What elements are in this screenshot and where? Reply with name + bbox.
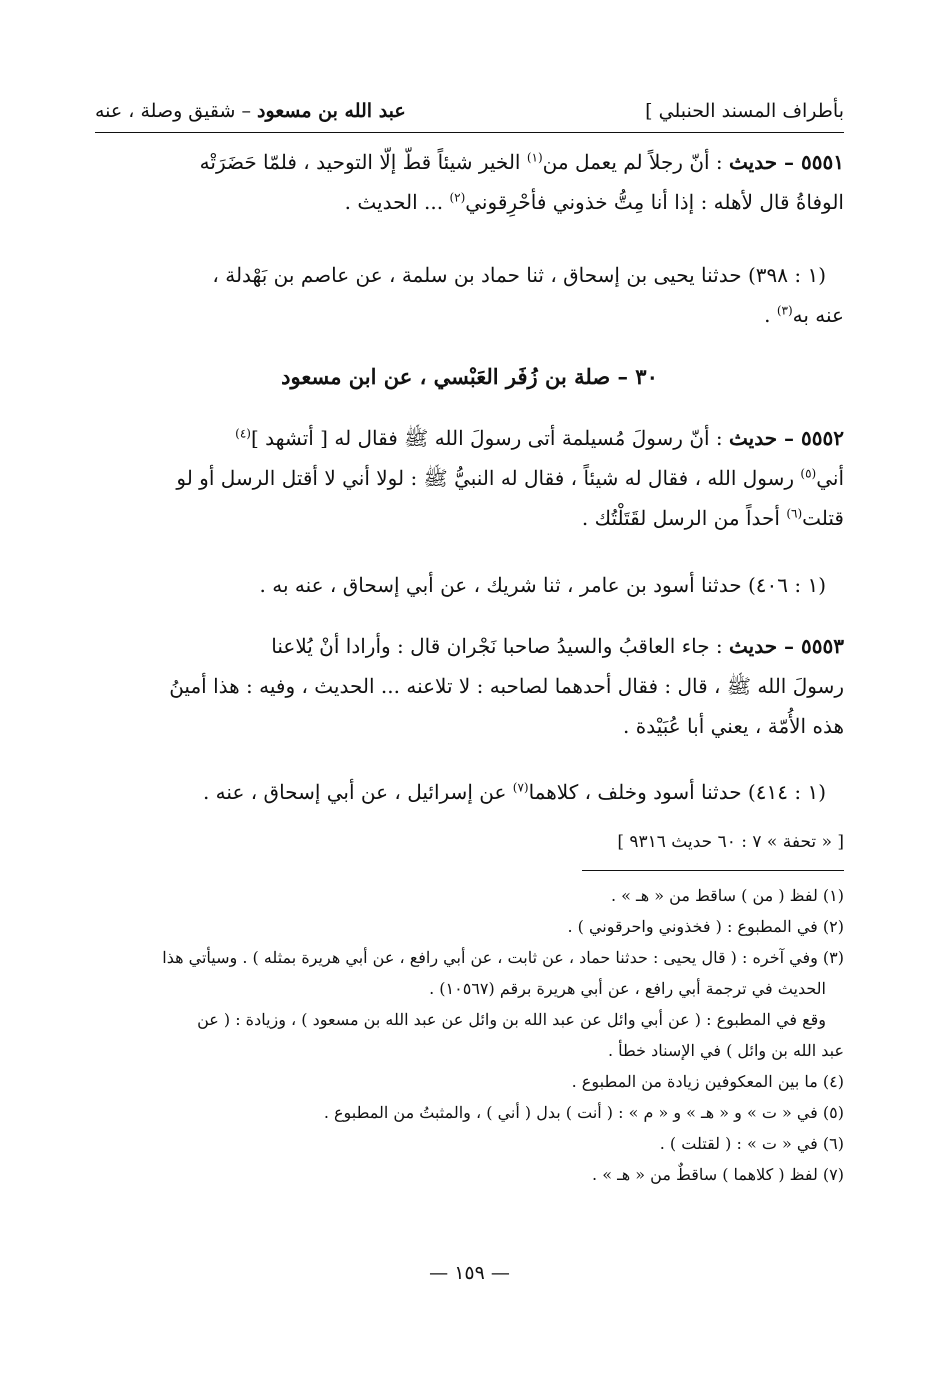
isnad-line: (١ : ٤٠٦) حدثنا أسود بن عامر ، ثنا شريك ، عن أبي إسحاق ، عنه به . xyxy=(259,573,826,597)
hadith-label: – حديث xyxy=(729,426,802,450)
footnote-4: (٤) ما بين المعكوفين زيادة من المطبوع . xyxy=(571,1072,844,1091)
hadith-text: : جاء العاقبُ والسيدُ صاحبا نَجْران قال : وأرادا أنْ يُلاعنا xyxy=(271,634,730,658)
footnote-7: (٧) لفظ ( كلاهما ) ساقطٌ من « هـ » . xyxy=(592,1165,844,1184)
isnad-5553 xyxy=(95,772,844,812)
page-number: — ١٥٩ — xyxy=(429,1262,510,1284)
hadith-number: ٥٥٥٢ xyxy=(801,426,844,450)
hadith-5553-line-3: هذه الأُمّة ، يعني أبا عُبَيْدة . xyxy=(623,714,844,738)
footnote-1: (١) لفظ ( من ) ساقط من « هـ » . xyxy=(611,886,844,905)
header-book-title: بأطراف المسند الحنبلي ] xyxy=(645,100,844,122)
hadith-5553 xyxy=(95,626,844,746)
footnote-5: (٥) في « ت » و « هـ » و « م » : ( أنت ) بدل ( أني ) ، والمثبتُ من المطبوع . xyxy=(323,1103,844,1122)
footnote-ref-6[interactable]: (٦) xyxy=(786,506,803,521)
hadith-text: : أنّ رسولَ مُسيلمة أتى رسولَ الله ﷺ فقال له [ أتشهد ] xyxy=(250,426,730,450)
hadith-5552-line-1 xyxy=(95,418,844,458)
hadith-label: – حديث xyxy=(729,634,802,658)
hadith-5552-line-3 xyxy=(95,498,844,538)
chapter-heading: ٣٠ – صلة بن زُفَر العَبْسي ، عن ابن مسعود xyxy=(281,364,658,389)
footnote-6: (٦) في « ت » : ( لقتلت ) . xyxy=(659,1134,844,1153)
hadith-text: رسول الله ، فقال له شيئاً ، فقال له النبيُّ ﷺ : لولا أني لا أقتل الرسل أو لو xyxy=(176,466,801,490)
hadith-text: : أنّ رجلاً لم يعمل من xyxy=(542,150,730,174)
isnad-line xyxy=(95,772,826,812)
hadith-number: ٥٥٥١ xyxy=(801,150,844,174)
isnad-text: عن إسرائيل ، عن أبي إسحاق ، عنه . xyxy=(202,780,513,804)
hadith-5551-line-1 xyxy=(95,142,844,182)
hadith-5552-line-2 xyxy=(95,458,844,498)
footnote-3-note-cont: عبد الله بن وائل ) في الإسناد خطأ . xyxy=(607,1041,844,1060)
footnote-ref-7[interactable]: (٧) xyxy=(512,780,529,795)
hadith-text: قتلت xyxy=(802,506,844,530)
hadith-5551-line-2 xyxy=(95,182,844,222)
hadith-text: الوفاةُ قال لأهله : إذا أنا مِتُّ خذوني فأحْرِقوني xyxy=(465,190,844,214)
footnote-3: (٣) وفي آخره : ( قال يحيى : حدثنا حماد ، عن ثابت ، عن أبي رافع ، عن أبي هريرة بمثله ) . وسيأتي هذا xyxy=(162,948,844,967)
footnote-ref-1[interactable]: (١) xyxy=(526,150,543,165)
footnote-ref-5[interactable]: (٥) xyxy=(800,466,817,481)
running-header xyxy=(95,94,844,133)
tuhfa-reference: [ « تحفة » ٧ : ٦٠ حديث ٩٣١٦ ] xyxy=(617,832,844,852)
footnotes xyxy=(95,880,844,1190)
isnad-text: . xyxy=(764,303,777,327)
footnote-3-cont: الحديث في ترجمة أبي رافع ، عن أبي هريرة برقم (١٠٥٦٧) . xyxy=(429,979,826,998)
hadith-5552 xyxy=(95,418,844,538)
hadith-text: أني xyxy=(816,466,844,490)
hadith-5553-line-2: رسولَ الله ﷺ ، قال : فقال أحدهما لصاحبه : لا تلاعنه ... الحديث ، وفيه : هذا أمينُ xyxy=(169,674,844,698)
isnad-text: عنه به xyxy=(792,303,844,327)
hadith-label: – حديث xyxy=(729,150,802,174)
isnad-5552 xyxy=(95,565,844,605)
hadith-text: الخير شيئاً قطّ إلّا التوحيد ، فلمّا حَضَرَتْه xyxy=(199,150,527,174)
footnote-ref-4[interactable]: (٤) xyxy=(235,426,251,441)
footnote-2: (٢) في المطبوع : ( فخذوني واحرقوني ) . xyxy=(567,917,844,936)
isnad-5551 xyxy=(95,255,844,295)
header-section-title xyxy=(95,100,406,122)
hadith-text: أحداً من الرسل لقَتَلْتُك . xyxy=(581,506,787,530)
isnad-line-1: (١ : ٣٩٨) حدثنا يحيى بن إسحاق ، ثنا حماد بن سلمة ، عن عاصم بن بَهْدلة ، xyxy=(212,263,826,287)
footnote-ref-2[interactable]: (٢) xyxy=(449,190,466,205)
hadith-text: ... الحديث . xyxy=(344,190,450,214)
page-body xyxy=(95,0,844,1374)
isnad-text: (١ : ٤١٤) حدثنا أسود وخلف ، كلاهما xyxy=(528,780,826,804)
header-section-rest: – شقيق وصلة ، عنه xyxy=(95,100,257,122)
footnote-3-note: وقع في المطبوع : ( عن أبي وائل عن عبد الله بن وائل عن عبد الله بن مسعود ) ، وزيادة : ( عن xyxy=(197,1010,826,1029)
hadith-5551 xyxy=(95,142,844,222)
isnad-5551-cont xyxy=(95,295,844,335)
hadith-number: ٥٥٥٣ xyxy=(801,634,844,658)
isnad-line-2 xyxy=(95,295,844,335)
header-section-bold: عبد الله بن مسعود xyxy=(256,100,406,122)
hadith-5553-line-1 xyxy=(95,626,844,666)
footnote-ref-3[interactable]: (٣) xyxy=(776,303,793,318)
footnote-separator xyxy=(582,870,844,871)
